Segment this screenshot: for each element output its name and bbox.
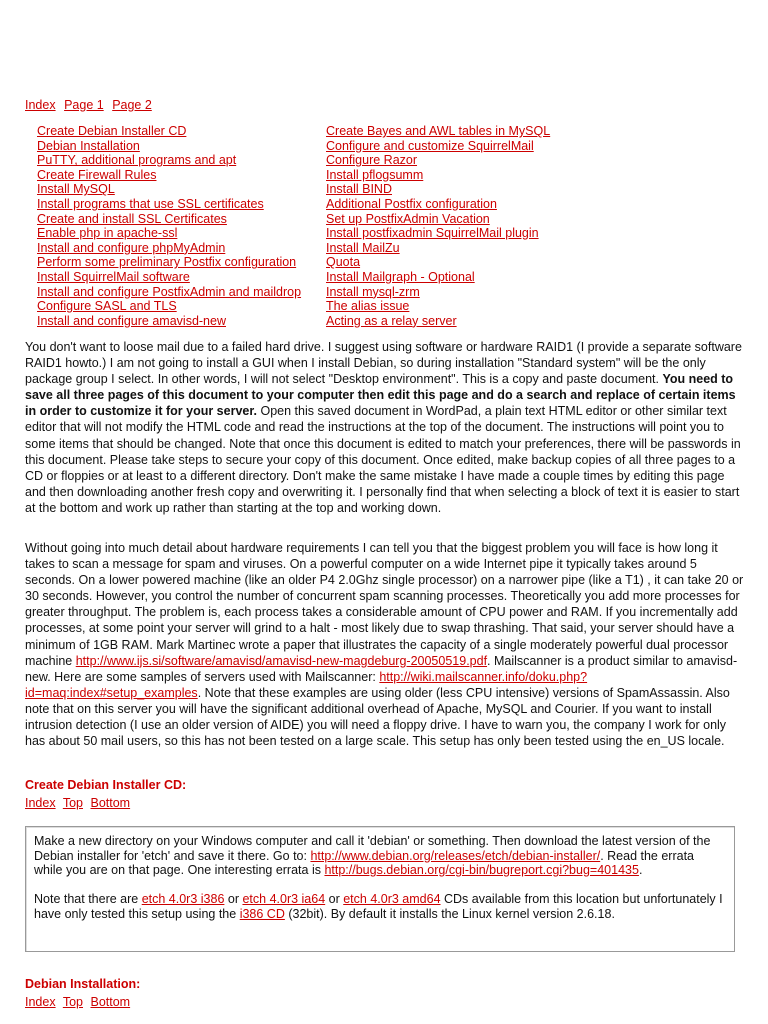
intro-bold-instruction: You need to save all three pages of this document to your computer then edit this page and do a search and replace of certain items in order to customize it for your server. <box>25 372 736 419</box>
hardware-text: . Mailscanner is a product similar to amavisd-new. Here are some samples of servers used with Mailscanner: <box>25 653 738 684</box>
hardware-text: Without going into much detail about hardware requirements I can tell you that the biggest problem you will face is how long it takes to scan a message for spam and viruses. On a powerful computer on a wide Internet pipe it typically takes around 5 seconds. On a lower powered machine (like an older P4 2.0Ghz single processor) on a narrower pipe (like a T1) , it can take 20 or 30 seconds. However, you control the number of concurrent spam scanning processes. Theoretically you add more processes for greater throughput. The problem is, each process takes a considerable amount of CPU power and RAM. If you incrementally add processes, at some point your server will grind to a halt - most likely due to swap thrashing. That said, your server should have a minimum of 1GB RAM. Mark Martinec wrote a paper that illustrates the capacity of a single moderately powerful dual processor machine <box>25 541 744 668</box>
toc-link[interactable]: Install Mailgraph - Optional <box>326 269 475 284</box>
toc-link[interactable]: Install MySQL <box>37 182 115 197</box>
section-index-link[interactable]: Index <box>25 995 56 1009</box>
box-text: or <box>224 892 243 907</box>
toc-link[interactable]: Install MailZu <box>326 240 400 255</box>
hardware-paragraph <box>25 540 745 749</box>
nav-page2-link[interactable]: Page 2 <box>112 98 152 112</box>
hardware-text: . Note that these examples are using older (less CPU intensive) versions of SpamAssassin. Also note that on this server you will have the significant additional overhead of Apache, MySQL and Courier. If you want to install intrusion detection (I use an older version of AIDE) you will need a floppy drive. I have to warn you, the company I work for only has about 50 mail users, so this has not been tested on a large scale. This setup has only been tested using the en_US locale. <box>25 685 730 749</box>
section-bottom-link[interactable]: Bottom <box>90 796 131 810</box>
section-heading-debian-installer-cd: Create Debian Installer CD: <box>25 778 187 792</box>
box-text: CDs available from this location but unfortunately I have only tested this setup using the <box>34 892 723 921</box>
box-text: . Read the errata while you are on that page. One interesting errata is <box>34 848 695 878</box>
toc-link[interactable]: Create Firewall Rules <box>37 167 157 182</box>
i386-cd-link[interactable]: i386 CD <box>239 906 285 921</box>
toc-link[interactable]: PuTTY, additional programs and apt <box>37 153 237 168</box>
page-nav <box>25 97 157 113</box>
toc-link[interactable]: Debian Installation <box>37 138 140 153</box>
toc-link[interactable]: Configure SASL and TLS <box>37 299 177 314</box>
toc-link[interactable]: Additional Postfix configuration <box>326 196 497 211</box>
section-heading-debian-installation: Debian Installation: <box>25 977 141 991</box>
section-top-link[interactable]: Top <box>62 796 83 810</box>
bugreport-link[interactable]: http://bugs.debian.org/cgi-bin/bugreport.cgi?bug=401435 <box>324 863 639 878</box>
toc-link[interactable]: Acting as a relay server <box>326 313 457 328</box>
etch-amd64-link[interactable]: etch 4.0r3 amd64 <box>343 892 441 907</box>
toc-link[interactable]: Install and configure amavisd-new <box>37 313 226 328</box>
section-nav <box>25 795 134 811</box>
toc-link[interactable]: Install programs that use SSL certificates <box>37 196 264 211</box>
toc-link[interactable]: Set up PostfixAdmin Vacation <box>326 211 490 226</box>
cd-versions-paragraph <box>34 892 724 921</box>
toc-right-column <box>326 124 626 328</box>
toc-link[interactable]: Install mysql-zrm <box>326 284 420 299</box>
toc-link[interactable]: Configure and customize SquirrelMail <box>326 138 534 153</box>
toc-link[interactable]: Quota <box>326 255 361 270</box>
toc-link[interactable]: Configure Razor <box>326 153 418 168</box>
toc-link[interactable]: Install pflogsumm <box>326 167 424 182</box>
toc-link[interactable]: Create Debian Installer CD <box>37 124 187 138</box>
toc-link[interactable]: Install SquirrelMail software <box>37 269 190 284</box>
box-text: Make a new directory on your Windows computer and call it 'debian' or something. Then download the latest version of the Debian installer for 'etch' and save it there. Go to: <box>34 834 711 863</box>
toc-link[interactable]: Install and configure phpMyAdmin <box>37 240 226 255</box>
toc-link[interactable]: The alias issue <box>326 299 410 314</box>
intro-text: You don't want to loose mail due to a failed hard drive. I suggest using software or hardware RAID1 (I provide a separate software RAID1 howto.) I am not going to install a GUI when I install Debian, so during installation "Standard system" will be the only package group I select. In other words, I will not select "Desktop environment". This is a copy and paste document. <box>25 340 742 387</box>
toc-link[interactable]: Install postfixadmin SquirrelMail plugin <box>326 226 539 241</box>
amavisd-paper-link[interactable]: http://www.ijs.si/software/amavisd/amavisd-new-magdeburg-20050519.pdf <box>75 653 488 668</box>
mailscanner-wiki-link[interactable]: http://wiki.mailscanner.info/doku.php?id=maq:index#setup_examples <box>25 669 588 700</box>
toc-link[interactable]: Create and install SSL Certificates <box>37 211 227 226</box>
section-top-link[interactable]: Top <box>62 995 83 1009</box>
nav-page1-link[interactable]: Page 1 <box>64 98 104 112</box>
intro-text-continued: Open this saved document in WordPad, a plain text HTML editor or other similar text editor that will not modify the HTML code and read the instructions at the top of the document. The instructions will point you to some items that should be changed. Note that once this document is edited to match your preferences, there will be passwords in this document. Please take steps to secure your copy of this document. Once edited, make backup copies of all three pages to a CD or floppies or at least to a different directory. Don't make the same mistake I have made a couple times by editing this page and then downloading another fresh copy and overwriting it. I personally find that when selecting a block of text it is easier to start at the bottom and work up rather than starting at the top and working down. <box>25 404 741 515</box>
section-nav <box>25 994 134 1010</box>
toc-link[interactable]: Install and configure PostfixAdmin and maildrop <box>37 284 302 299</box>
box-text: (32bit). By default it installs the Linux kernel version 2.6.18. <box>284 906 615 921</box>
toc-link[interactable]: Create Bayes and AWL tables in MySQL <box>326 124 551 138</box>
nav-index-link[interactable]: Index <box>25 98 56 112</box>
box-text: . <box>638 863 643 878</box>
instructions-box <box>25 826 735 952</box>
debian-installer-link[interactable]: http://www.debian.org/releases/etch/debian-installer/ <box>310 848 601 863</box>
section-bottom-link[interactable]: Bottom <box>90 995 131 1009</box>
intro-paragraph <box>25 339 745 516</box>
etch-i386-link[interactable]: etch 4.0r3 i386 <box>141 892 225 907</box>
toc-left-column <box>37 124 322 328</box>
toc-link[interactable]: Enable php in apache-ssl <box>37 226 178 241</box>
section-index-link[interactable]: Index <box>25 796 56 810</box>
etch-ia64-link[interactable]: etch 4.0r3 ia64 <box>242 892 326 907</box>
box-text: or <box>325 892 344 907</box>
box-text: Note that there are <box>34 892 142 907</box>
toc-link[interactable]: Install BIND <box>326 182 392 197</box>
toc-link[interactable]: Perform some preliminary Postfix configuration <box>37 255 297 270</box>
instructions-paragraph <box>34 834 724 878</box>
